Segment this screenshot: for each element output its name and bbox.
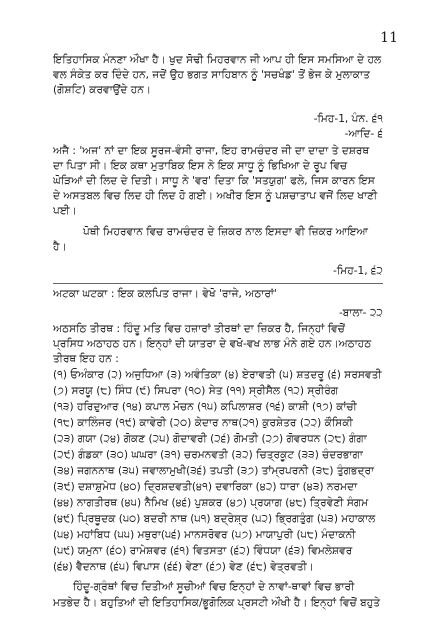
body-text-line: (ਗੋਸ਼ਟਿ) ਕਰਵਾਉਂਦੇ ਹਨ। bbox=[53, 84, 152, 96]
tirath-list-line: (੫੪) ਮਹਾਂਬਿਧ (੫੫) ਮਥੁਰਾ(੫੬) ਮਾਨਸਰੋਵਰ (੫੭) ਮਾਯਾਪੁਰੀ (੫੮) ਮੰਦਾਕਨੀ bbox=[53, 529, 356, 541]
tirath-list-line: (੧) ਓਅੰਕਾਰ (੨) ਅਜੁਧਿਆ (੩) ਅਵੰਤਿਕਾ (੪) ਏਰਾਵਤੀ (੫) ਸ਼ਤਦਰੂ (੬) ਸਰਸਵਤੀ bbox=[53, 369, 382, 381]
entry-athsath-line: ਪ੍ਰਸਿਧ ਅਠਾਹਠ ਹਨ। ਇਨ੍ਹਾਂ ਦੀ ਯਾਤਰਾ ਦੇ ਵਖੋ-ਵਖ ਲਾਭ ਮੰਨੇ ਗਏ ਹਨ।ਅਠਾਹਠ bbox=[53, 338, 372, 350]
body-text-line: ਇਤਿਹਾਸਿਕ ਮੰਨਣਾ ਔਖਾ ਹੈ। ਖੁਦ ਸੋਢੀ ਮਿਹਰਵਾਨ ਜੀ ਆਪ ਹੀ ਇਸ ਸਮਸਿਆ ਦੇ ਹਲ bbox=[53, 54, 382, 66]
reference-citation: -ਮਿਹ-1, ਪੰਨ. ੬੧ bbox=[313, 113, 383, 125]
tirath-list-line: (੩੪) ਜਗਨਨਾਥ (੩੫) ਜਵਾਲਾਮੁਖੀ(੩੬) ਤਪਤੀ (੩੭) ਤਾਂਮ੍ਰਪਰਨੀ (੩੮) ਤੁੰਗਭਦ੍ਰਾ bbox=[53, 465, 375, 477]
entry-aj-note: ਹੈ। bbox=[53, 241, 67, 253]
tirath-list-line: (੭) ਸਰਯੂ (੮) ਸਿੰਧ (੯) ਸਿਪਰਾ (੧੦) ਸੇਤ (੧੧) ਸ੍ਰੀਸੈਲ (੧੨) ਸ੍ਰੀਰੰਗ bbox=[53, 385, 339, 397]
tirath-list-line: (੪੪) ਨਾਗਤੀਰਥ (੪੫) ਨੈਮਿਖ (੪੬) ਪੁਸ਼ਕਰ (੪੭) ਪ੍ਰਯਾਗ (੪੮) ਤ੍ਰਿਵੇਣੀ ਸੰਗਮ bbox=[53, 497, 369, 509]
tirath-list-line: (੬੪) ਵੈਦਨਾਥ (੬੫) ਵਿਪਾਸ (੬੬) ਵੇਣਾ (੬੭) ਵੇਣ (੬੮) ਵੇਤ੍ਰਵਤੀ। bbox=[53, 561, 314, 573]
entry-atka: ਅਟਕਾ ਘਟਕਾ : ਇਕ ਕਲਪਿਤ ਰਾਜਾ। ਵੇਖੋ 'ਰਾਜੇ, ਅਠਾਰਾਂ' bbox=[53, 288, 277, 300]
entry-aj-line: ਅਜੈ : 'ਅਜ' ਨਾਂ ਦਾ ਇਕ ਸੂਰਜ-ਵੰਸੀ ਰਾਜਾ, ਇਹ ਰਾਮਚੰਦਰ ਜੀ ਦਾ ਦਾਦਾ ਤੇ ਦਸ਼ਰਥ bbox=[53, 145, 370, 157]
section-divider bbox=[53, 283, 383, 284]
tirath-list-line: (੨੩) ਗਯਾ (੨੪) ਗੋਕਣ (੨੫) ਗੋਦਾਵਰੀ (੨੬) ਗੋਮਤੀ (੨੭) ਗੋਵਰਧਨ (੨੮) ਗੰਗਾ bbox=[53, 433, 367, 445]
body-text-line: ਹਿੰਦੂ-ਗ੍ਰੰਥਾਂ ਵਿਚ ਦਿਤੀਆਂ ਸੂਚੀਆਂ ਵਿਚ ਇਨ੍ਹਾਂ ਦੇ ਨਾਵਾਂ-ਥਾਵਾਂ ਵਿਚ ਭਾਰੀ bbox=[73, 581, 355, 593]
page-number: 11 bbox=[380, 30, 398, 46]
tirath-list-line: (੨੯) ਗੰਡਕਾ (੩੦) ਘਘਰਾ (੩੧) ਚਰਮਨਵਤੀ (੩੨) ਚਿਤ੍ਰਕੂਟ (੩੩) ਚੰਦਰਭਾਗਾ bbox=[53, 449, 363, 461]
body-text-line: ਮਤਭੇਦ ਹੈ। ਬਹੁਤਿਆਂ ਦੀ ਇਤਿਹਾਸਿਕ/ਭੂਗੋਲਿਕ ਪ੍ਰਸਟੀ ਔਖੀ ਹੈ। ਇਨ੍ਹਾਂ ਵਿਚੋਂ ਬਹੁਤੇ bbox=[53, 597, 380, 609]
tirath-list-line: (੩੯) ਦਸ਼ਾਸ਼ੁਮੇਧ (੪੦) ਦ੍ਰਿਸ਼ਦਵਤੀ(੪੧) ਦਵਾਰਿਕਾ (੪੨) ਧਾਰਾ (੪੩) ਨਰਮਦਾ bbox=[53, 481, 358, 493]
reference-citation: -ਮਿਹ-1, ੬੨ bbox=[333, 265, 383, 277]
reference-citation: -ਬਾਲਾ- ੨੨ bbox=[338, 307, 383, 319]
entry-athsath-line: ਤੀਰਥ ਇਹ ਹਨ : bbox=[53, 353, 119, 365]
entry-aj-note: ਪੋਥੀ ਮਿਹਰਵਾਨ ਵਿਚ ਰਾਮਚੰਦਰ ਦੇ ਜ਼ਿਕਰ ਨਾਲ ਇਸਦਾ ਵੀ ਜ਼ਿਕਰ ਆਇਆ bbox=[83, 226, 369, 238]
entry-aj-line: ਦੇ ਅਸਤਬਲ ਵਿਚ ਲਿਦ ਹੀ ਲਿਦ ਹੋ ਗਈ। ਅਖੀਰ ਇਸ ਨੂੰ ਪਸ਼ਚਾਤਾਪ ਵਜੋਂ ਲਿਦ ਖਾਣੀ bbox=[53, 190, 378, 202]
tirath-list-line: (੧੮) ਕਾਲਿੰਜਰ (੧੯) ਕਾਵੇਰੀ (੨੦) ਕੇਦਾਰ ਨਾਥ(੨੧) ਕੁਰਸ਼ੇਤਰ (੨੨) ਕੌਸਿਕੀ bbox=[53, 417, 353, 429]
entry-aj-line: ਦਾ ਪਿਤਾ ਸੀ। ਇਕ ਕਥਾ ਮੁਤਾਬਿਕ ਇਸ ਨੇ ਇਕ ਸਾਧੂ ਨੂੰ ਭਿਖਿਆ ਦੇ ਰੂਪ ਵਿਚ bbox=[53, 160, 348, 172]
entry-athsath-line: ਅਠਸਠਿ ਤੀਰਥ : ਹਿੰਦੂ ਮਤਿ ਵਿਚ ਹਜ਼ਾਰਾਂ ਤੀਰਥਾਂ ਦਾ ਜ਼ਿਕਰ ਹੈ, ਜਿਨ੍ਹਾਂ ਵਿਚੋਂ bbox=[53, 323, 345, 335]
body-text-line: ਵਲ ਸੰਕੇਤ ਕਰ ਦਿੰਦੇ ਹਨ, ਜਦੋਂ ਉਹ ਭਗਤ ਸਾਹਿਬਾਨ ਨੂੰ 'ਸਚਖੰਡ' ਤੋਂ ਭੇਜ ਕੇ ਮੁਲਾਕਾਤ bbox=[53, 69, 370, 81]
tirath-list-line: (੪੯) ਪ੍ਰਿਥੂਦਕ (੫੦) ਬਦਰੀ ਨਾਥ (੫੧) ਬਦ੍ਰੇਸ਼੍ਰ (੫੨) ਭ੍ਰਿਗਤੁੰਗ (੫੩) ਮਹਾਕਾਲ bbox=[53, 513, 376, 525]
tirath-list-line: (੫੯) ਯਮੁਨਾ (੬੦) ਰਾਮੇਸ਼ਵਰ (੬੧) ਵਿਤਸਤਾ (੬੨) ਵਿੰਧਯਾ (੬੩) ਵਿਮਲੇਸ਼ਵਰ bbox=[53, 545, 353, 557]
entry-aj-line: ਘੋੜਿਆਂ ਦੀ ਲਿਦ ਦੇ ਦਿਤੀ। ਸਾਧੂ ਨੇ 'ਵਰ' ਦਿਤਾ ਕਿ 'ਸਤਯੁਗ' ਫਲੇ, ਜਿਸ ਕਾਰਨ ਇਸ bbox=[53, 175, 375, 187]
tirath-list-line: (੧੩) ਹਰਿਦੁਆਰ (੧੪) ਕਪਾਲ ਮੋਚਨ (੧੫) ਕਪਿਲਾਸ਼ਰ (੧੬) ਕਾਸ਼ੀ (੧੭) ਕਾਂਚੀ bbox=[53, 401, 357, 413]
reference-citation: -ਆਦਿ- ੬ bbox=[344, 128, 383, 140]
entry-aj-line: ਪਈ। bbox=[53, 205, 77, 217]
